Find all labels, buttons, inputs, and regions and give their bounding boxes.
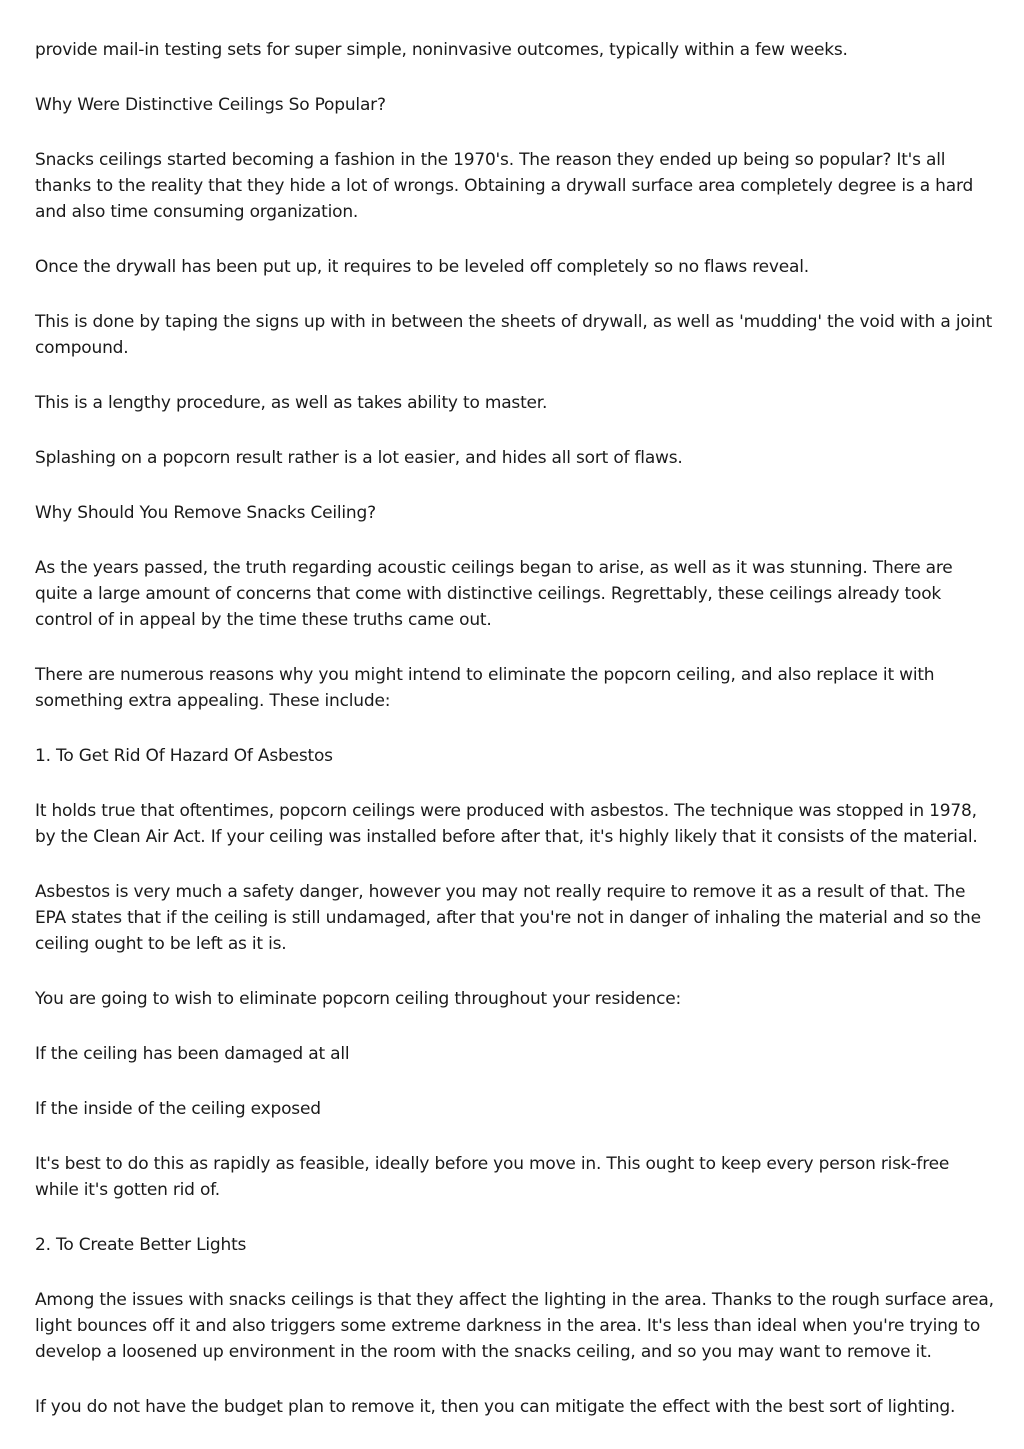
paragraph-rapidly: It's best to do this as rapidly as feasible, ideally before you move in. This ought to keep every person risk-free while it's gotten rid of. — [35, 1154, 950, 1200]
paragraph-splashing: Splashing on a popcorn result rather is a lot easier, and hides all sort of flaws. — [35, 448, 683, 468]
paragraph-eliminate-when: You are going to wish to eliminate popcorn ceiling throughout your residence: — [35, 989, 682, 1009]
paragraph-drywall-leveled: Once the drywall has been put up, it requires to be leveled off completely so no flaws reveal. — [35, 257, 809, 277]
heading-better-lights: 2. To Create Better Lights — [35, 1235, 247, 1255]
paragraph-reasons: There are numerous reasons why you might intend to eliminate the popcorn ceiling, and also replace it with something extra appealing. These include: — [35, 665, 935, 711]
paragraph-truth: As the years passed, the truth regarding acoustic ceilings began to arise, as well as it was stunning. There are quite a large amount of concerns that come with distinctive ceilings. Regrettably, these ceilings already took control of in appeal by the time these truths came out. — [35, 558, 953, 630]
list-item-exposed: If the inside of the ceiling exposed — [35, 1099, 321, 1119]
paragraph-taping: This is done by taping the signs up with in between the sheets of drywall, as well as 'mudding' the void with a joint compound. — [35, 312, 993, 358]
heading-why-popular: Why Were Distinctive Ceilings So Popular? — [35, 95, 386, 115]
list-item-damaged: If the ceiling has been damaged at all — [35, 1044, 350, 1064]
heading-why-remove: Why Should You Remove Snacks Ceiling? — [35, 503, 376, 523]
document-body — [35, 37, 995, 1449]
heading-asbestos: 1. To Get Rid Of Hazard Of Asbestos — [35, 746, 333, 766]
paragraph-intro-continuation: provide mail-in testing sets for super simple, noninvasive outcomes, typically within a few weeks. — [35, 40, 848, 60]
paragraph-asbestos-danger: Asbestos is very much a safety danger, however you may not really require to remove it as a result of that. The EPA states that if the ceiling is still undamaged, after that you're not in danger of inhaling the material and so the ceiling ought to be left as it is. — [35, 882, 981, 954]
paragraph-lengthy-procedure: This is a lengthy procedure, as well as takes ability to master. — [35, 393, 548, 413]
paragraph-popularity: Snacks ceilings started becoming a fashion in the 1970's. The reason they ended up being so popular? It's all thanks to the reality that they hide a lot of wrongs. Obtaining a drywall surface area completely degree is a hard and also time consuming organization. — [35, 150, 974, 222]
paragraph-budget: If you do not have the budget plan to remove it, then you can mitigate the effect with the best sort of lighting. — [35, 1397, 956, 1417]
paragraph-lighting-issues: Among the issues with snacks ceilings is that they affect the lighting in the area. Thanks to the rough surface area, light bounces off it and also triggers some extreme darkness in the area. It's less than ideal when you're trying to develop a loosened up environment in the room with the snacks ceiling, and so you may want to remove it. — [35, 1290, 994, 1362]
paragraph-asbestos-history: It holds true that oftentimes, popcorn ceilings were produced with asbestos. The technique was stopped in 1978, by the Clean Air Act. If your ceiling was installed before after that, it's highly likely that it consists of the material. — [35, 801, 978, 847]
